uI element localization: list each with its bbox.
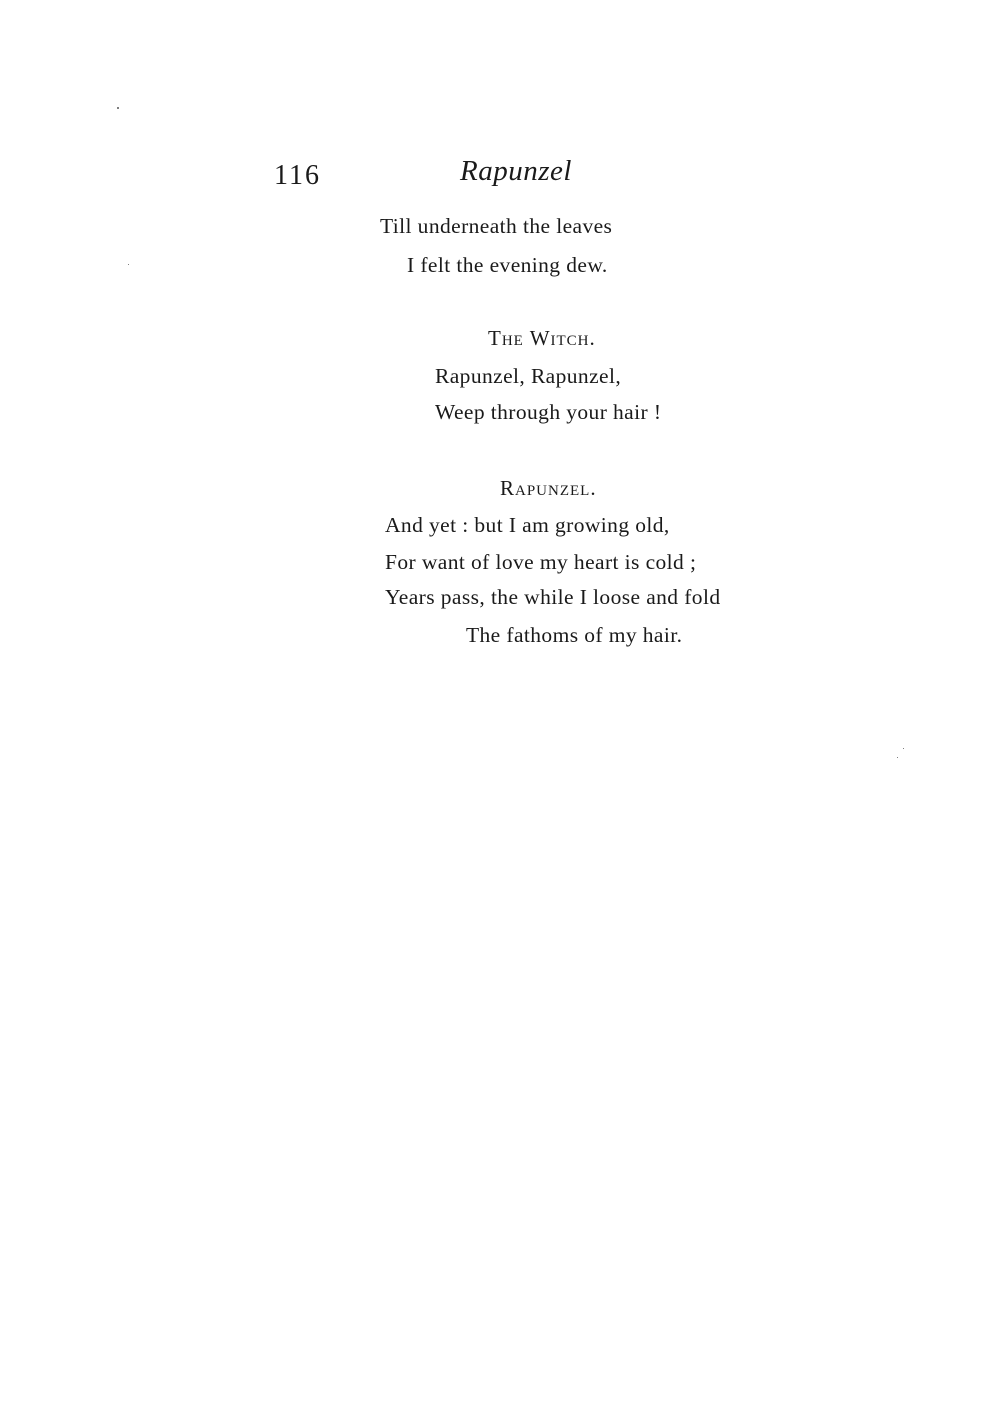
speaker-label-witch: The Witch. bbox=[488, 326, 596, 350]
page-number: 116 bbox=[274, 160, 321, 191]
scan-speck bbox=[897, 757, 898, 758]
verse-line: And yet : but I am growing old, bbox=[385, 513, 670, 537]
scan-speck bbox=[128, 264, 129, 265]
running-title: Rapunzel bbox=[460, 155, 572, 187]
scan-speck bbox=[117, 107, 119, 109]
speaker-label-rapunzel: Rapunzel. bbox=[500, 476, 597, 500]
verse-line: Years pass, the while I loose and fold bbox=[385, 585, 721, 609]
verse-line: Weep through your hair ! bbox=[435, 400, 662, 424]
verse-line: For want of love my heart is cold ; bbox=[385, 550, 697, 574]
scan-speck bbox=[903, 748, 904, 749]
verse-line: I felt the evening dew. bbox=[407, 253, 608, 277]
verse-line: Till underneath the leaves bbox=[380, 214, 613, 238]
verse-line: The fathoms of my hair. bbox=[466, 623, 683, 647]
verse-line: Rapunzel, Rapunzel, bbox=[435, 364, 622, 388]
